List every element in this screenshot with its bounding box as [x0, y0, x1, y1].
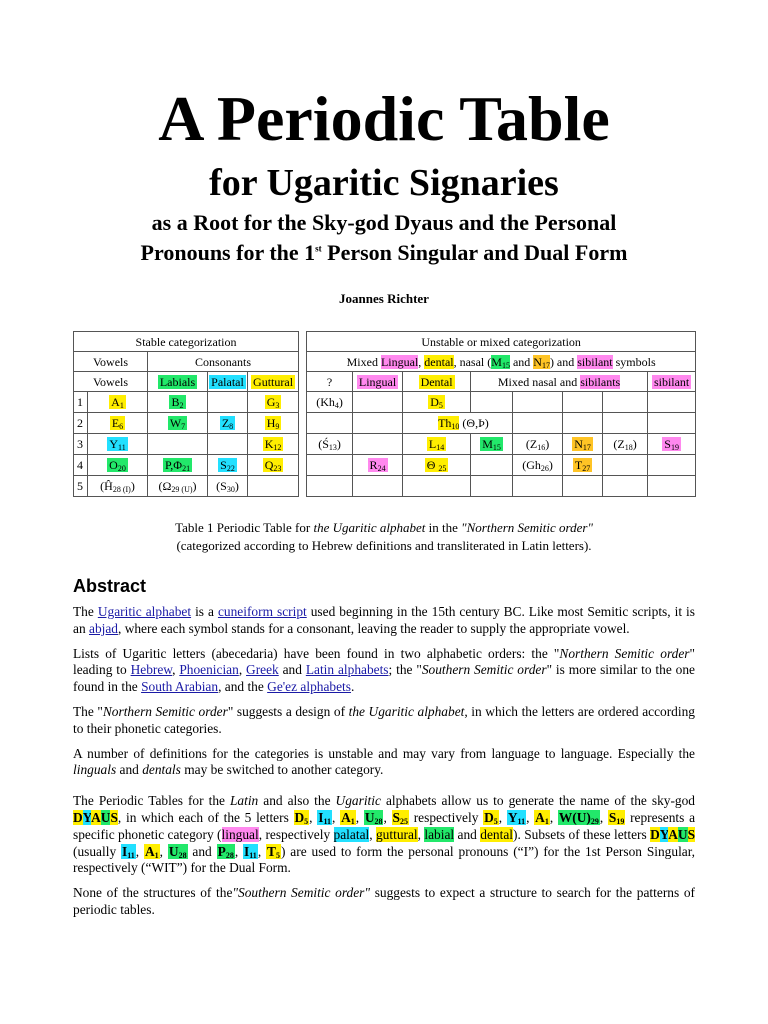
paragraph: None of the structures of the"Southern Semitic order" suggests to expect a structure to search for the patterns of periodic tables.	[73, 885, 695, 917]
cell-dental: $L_{14}$	[403, 434, 471, 455]
cell-dental: $D_5$	[403, 392, 471, 413]
cell-dental: $Th_{10}$ (Θ,Þ)	[403, 413, 513, 434]
col-labials: Labials	[148, 372, 208, 392]
dyaus-word: DYAUS	[73, 809, 118, 825]
cell-vowel: $Y_{11}$	[88, 434, 148, 455]
dyaus-word: DYAUS	[650, 826, 696, 842]
periodic-table	[73, 331, 696, 497]
caption-line-2: (categorized according to Hebrew definitions and transliterated in Latin letters).	[176, 538, 592, 553]
table-header-row	[74, 372, 696, 392]
cell-vowel: $E_6$	[88, 413, 148, 434]
row-number: 5	[74, 476, 88, 497]
table-row	[74, 392, 696, 413]
cell-guttural: $G_3$	[248, 392, 299, 413]
caption-line-1: Table 1 Periodic Table for the Ugaritic alphabet in the "Northern Semitic order"	[175, 520, 593, 535]
link-phoenician[interactable]: Phoenician	[179, 662, 239, 678]
cell-unknown: $(Ś_{13})$	[307, 434, 353, 455]
cell-palatal: $S_{22}$	[208, 455, 248, 476]
table-caption	[0, 519, 768, 555]
cell-mixed: $(Gh_{26})$	[513, 455, 563, 476]
subtitle-line-2: Pronouns for the 1st Person Singular and Dual Form	[140, 240, 628, 265]
link-greek[interactable]: Greek	[246, 662, 279, 678]
col-unknown: ?	[307, 372, 353, 392]
page-subtitle-2	[0, 208, 768, 268]
cell-nasal: $M_{15}$	[471, 434, 513, 455]
col-lingual: Lingual	[353, 372, 403, 392]
link-geez-alphabets[interactable]: Ge'ez alphabets	[267, 679, 351, 695]
link-hebrew[interactable]: Hebrew	[130, 662, 173, 678]
cell-labial: $P,\Phi_{21}$	[148, 455, 208, 476]
table-row	[74, 434, 696, 455]
author: Joannes Richter	[339, 291, 429, 306]
cell-vowel: $A_1$	[88, 392, 148, 413]
link-south-arabian[interactable]: South Arabian	[141, 679, 219, 695]
paragraph: The Ugaritic alphabet is a cuneiform script used beginning in the 15th century BC. Like most Semitic scripts, it is an abjad, where each symbol stands for a consonant, leaving the reader to supply the appropriate vowel.	[73, 604, 695, 636]
col-palatal: Palatal	[208, 372, 248, 392]
table-row	[74, 455, 696, 476]
abstract-heading: Abstract	[73, 576, 147, 596]
paragraph: A number of definitions for the categories is unstable and may vary from language to language. Especially the linguals and dentals may be switched to another category.	[73, 745, 695, 778]
row-number: 2	[74, 413, 88, 434]
table-header-row	[74, 352, 696, 372]
page-title: A Periodic Table	[158, 83, 610, 154]
row-number: 1	[74, 392, 88, 413]
cell-palatal	[208, 392, 248, 413]
cell-lingual	[353, 392, 403, 413]
header-mixed: Mixed Lingual, dental, nasal ($M_{15}$ and $N_{17}$) and sibilant symbols	[307, 352, 696, 372]
link-cuneiform-script[interactable]: cuneiform script	[217, 604, 307, 619]
cell-mixed: $(Z_{16})$	[513, 434, 563, 455]
header-unstable: Unstable or mixed categorization	[307, 332, 696, 352]
col-guttural: Guttural	[248, 372, 299, 392]
cell-guttural: $H_9$	[248, 413, 299, 434]
cell-labial: $(\Omega_{29 (U)})$	[148, 476, 208, 497]
paragraph: The "Northern Semitic order" suggests a design of the Ugaritic alphabet, in which the letters are ordered according to their phonetic categories.	[73, 703, 695, 736]
cell-vowel: $(Ĥ_{28 (I)})$	[88, 476, 148, 497]
cell-unknown: $(Kh_4)$	[307, 392, 353, 413]
header-vowels: Vowels	[74, 352, 148, 372]
abstract-body	[73, 604, 695, 927]
col-sibilant: sibilant	[648, 372, 696, 392]
cell-palatal: $(S_{30})$	[208, 476, 248, 497]
col-vowels: Vowels	[74, 372, 148, 392]
page-subtitle: for Ugaritic Signaries	[209, 162, 559, 204]
table-header-row	[74, 332, 696, 352]
col-dental: Dental	[403, 372, 471, 392]
cell-nasal: $T_{27}$	[563, 455, 603, 476]
link-abjad[interactable]: abjad	[89, 620, 118, 636]
cell-mixed: $(Z_{18})$	[603, 434, 648, 455]
cell-guttural: $Q_{23}$	[248, 455, 299, 476]
link-latin-alphabets[interactable]: Latin alphabets	[305, 662, 389, 678]
cell-palatal: $Z_8$	[208, 413, 248, 434]
row-number: 4	[74, 455, 88, 476]
cell-nasal: $N_{17}$	[563, 434, 603, 455]
col-mixed-nasal: Mixed nasal and sibilants	[471, 372, 648, 392]
row-number: 3	[74, 434, 88, 455]
link-ugaritic-alphabet[interactable]: Ugaritic alphabet	[97, 604, 192, 619]
table-row	[74, 413, 696, 434]
cell-guttural: $K_{12}$	[248, 434, 299, 455]
header-stable: Stable categorization	[74, 332, 299, 352]
cell-vowel: $O_{20}$	[88, 455, 148, 476]
cell-dental: Θ $_{25}$	[403, 455, 471, 476]
paragraph: Lists of Ugaritic letters (abecedaria) have been found in two alphabetic orders: the "Northern Semitic order" leading to Hebrew, Phoenician, Greek and Latin alphabets; the "Southern Semitic order" is more similar to the one found in the South Arabian, and the Ge'ez alphabets.	[73, 645, 695, 695]
table-row	[74, 476, 696, 497]
cell-lingual: $R_{24}$	[353, 455, 403, 476]
header-consonants: Consonants	[148, 352, 299, 372]
cell-labial: $B_2$	[148, 392, 208, 413]
paragraph: The Periodic Tables for the Latin and also the Ugaritic alphabets allow us to generate the name of the sky-god DYAUS, in which each of the 5 letters $D_5$, $I_{11}$, $A_1$, $U_{28}$, $S_{25}$ respectively $D_5$, $Y_{11}$, $A_1$, $W(U)_{29}$, $S_{19}$ represents a specific phonetic category (lingual, respectively palatal, guttural, labial and dental). Subsets of these letters DYAUS (usually $I_{11}$, $A_1$, $U_{28}$ and $P_{28}$, $I_{11}$, $T_5$) are used to form the personal pronouns (“I”) for the 1st Person Singular, respectively (“WIT”) for the Dual Form.	[73, 793, 696, 876]
subtitle-line-1: as a Root for the Sky-god Dyaus and the Personal	[151, 210, 617, 235]
cell-labial: $W_7$	[148, 413, 208, 434]
cell-sibilant: $S_{19}$	[648, 434, 696, 455]
